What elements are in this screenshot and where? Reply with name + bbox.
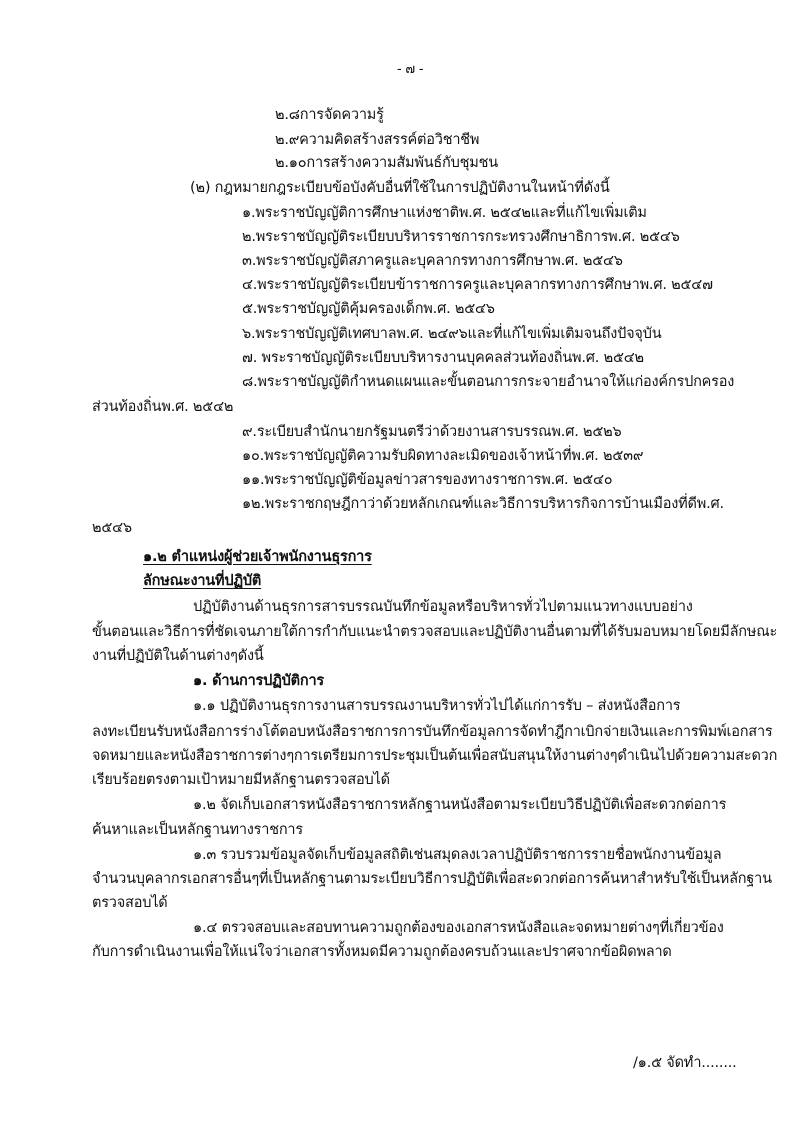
paragraph-line: กับการดำเนินงานเพื่อให้แน่ใจว่าเอกสารทั้งหมดมีความถูกต้องครบถ้วนและปราศจากข้อผิดพลาด [92,944,672,960]
paragraph-line: จำนวนบุคลากรเอกสารอื่นๆที่เป็นหลักฐานตามระเบียบวิธีการปฏิบัติเพื่อสะดวกต่อการค้นหาสำหรับใช้เป็นหลักฐาน [92,871,772,887]
list-item: ๒.๘การจัดความรู้ [275,107,384,123]
law-item-continuation: ส่วนท้องถิ่นพ.ศ. ๒๕๔๒ [92,399,234,415]
section-subtitle: ลักษณะงานที่ปฏิบัติ [143,573,262,589]
paragraph-line: งานที่ปฏิบัติในด้านต่างๆดังนี้ [92,648,264,664]
law-item: ๑๐.พระราชบัญญัติความรับผิดทางละเมิดของเจ้าหน้าที่พ.ศ. ๒๕๓๙ [242,448,644,464]
continuation-note: /๑.๕ จัดทำ........ [633,1055,737,1071]
paragraph-line: จดหมายและหนังสือราชการต่างๆการเตรียมการประชุมเป็นต้นเพื่อสนับสนุนให้งานต่างๆดำเนินไปด้วยความสะดวก [92,748,778,764]
law-item: ๕.พระราชบัญญัติคุ้มครองเด็กพ.ศ. ๒๕๔๖ [242,301,495,317]
paragraph-line: ลงทะเบียนรับหนังสือการร่างโต้ตอบหนังสือราชการการบันทึกข้อมูลการจัดทำฎีกาเบิกจ่ายเงินและการพิมพ์เอกสาร [92,724,773,740]
list-item: ๒.๑๐การสร้างความสัมพันธ์กับชุมชน [275,155,498,171]
sub-heading: ๑. ด้านการปฏิบัติการ [193,673,325,689]
laws-heading: (๒) กฎหมายกฎระเบียบข้อบังคับอื่นที่ใช้ในการปฏิบัติงานในหน้าที่ดังนี้ [190,180,610,196]
paragraph-line: ค้นหาและเป็นหลักฐานทางราชการ [92,822,303,838]
law-item: ๑๒.พระราชกฤษฎีกาว่าด้วยหลักเกณฑ์และวิธีการบริหารกิจการบ้านเมืองที่ดีพ.ศ. [242,496,724,512]
paragraph-line: ตรวจสอบได้ [92,895,168,911]
paragraph-line: ขั้นตอนและวิธีการที่ชัดเจนภายใต้การกำกับแนะนำตรวจสอบและปฏิบัติงานอื่นตามที่ได้รับมอบหมายโดยมีลักษณะ [92,624,778,640]
paragraph-line: ปฏิบัติงานด้านธุรการสารบรรณบันทึกข้อมูลหรือบริหารทั่วไปตามแนวทางแบบอย่าง [193,599,693,615]
section-title: ๑.๒ ตำแหน่งผู้ช่วยเจ้าพนักงานธุรการ [143,549,372,565]
paragraph-line: ๑.๔ ตรวจสอบและสอบทานความถูกต้องของเอกสารหนังสือและจดหมายต่างๆที่เกี่ยวข้อง [193,920,724,936]
paragraph-line: ๑.๒ จัดเก็บเอกสารหนังสือราชการหลักฐานหนังสือตามระเบียบวิธีปฏิบัติเพื่อสะดวกต่อการ [193,797,727,813]
page-number: - ๗ - [397,62,424,77]
law-item: ๖.พระราชบัญญัติเทศบาลพ.ศ. ๒๔๙๖และที่แก้ไขเพิ่มเติมจนถึงปัจจุบัน [242,326,662,342]
paragraph-line: เรียบร้อยตรงตามเป้าหมายมีหลักฐานตรวจสอบได้ [92,772,390,788]
paragraph-line: ๑.๓ รวบรวมข้อมูลจัดเก็บข้อมูลสถิติเช่นสมุดลงเวลาปฏิบัติราชการรายชื่อพนักงานข้อมูล [193,847,722,863]
law-item: ๘.พระราชบัญญัติกำหนดแผนและขั้นตอนการกระจายอำนาจให้แก่องค์กรปกครอง [242,374,735,390]
paragraph-line: ๑.๑ ปฏิบัติงานธุรการงานสารบรรณงานบริหารทั่วไปได้แก่การรับ – ส่งหนังสือการ [193,698,681,714]
law-item-continuation: ๒๕๔๖ [92,520,132,536]
law-item: ๙.ระเบียบสำนักนายกรัฐมนตรีว่าด้วยงานสารบรรณพ.ศ. ๒๕๒๖ [242,424,622,440]
law-item: ๔.พระราชบัญญัติระเบียบข้าราชการครูและบุคลากรทางการศึกษาพ.ศ. ๒๕๔๗ [242,277,713,293]
law-item: ๑๑.พระราชบัญญัติข้อมูลข่าวสารของทางราชการพ.ศ. ๒๕๔๐ [242,472,613,488]
law-item: ๓.พระราชบัญญัติสภาครูและบุคลากรทางการศึกษาพ.ศ. ๒๕๔๖ [242,253,623,269]
law-item: ๒.พระราชบัญญัติระเบียบบริหารราชการกระทรวงศึกษาธิการพ.ศ. ๒๕๔๖ [242,229,680,245]
law-item: ๗. พระราชบัญญัติระเบียบบริหารงานบุคคลส่วนท้องถิ่นพ.ศ. ๒๕๔๒ [242,350,644,366]
list-item: ๒.๙ความคิดสร้างสรรค์ต่อวิชาชีพ [275,132,480,148]
law-item: ๑.พระราชบัญญัติการศึกษาแห่งชาติพ.ศ. ๒๕๔๒และที่แก้ไขเพิ่มเติม [242,205,647,221]
